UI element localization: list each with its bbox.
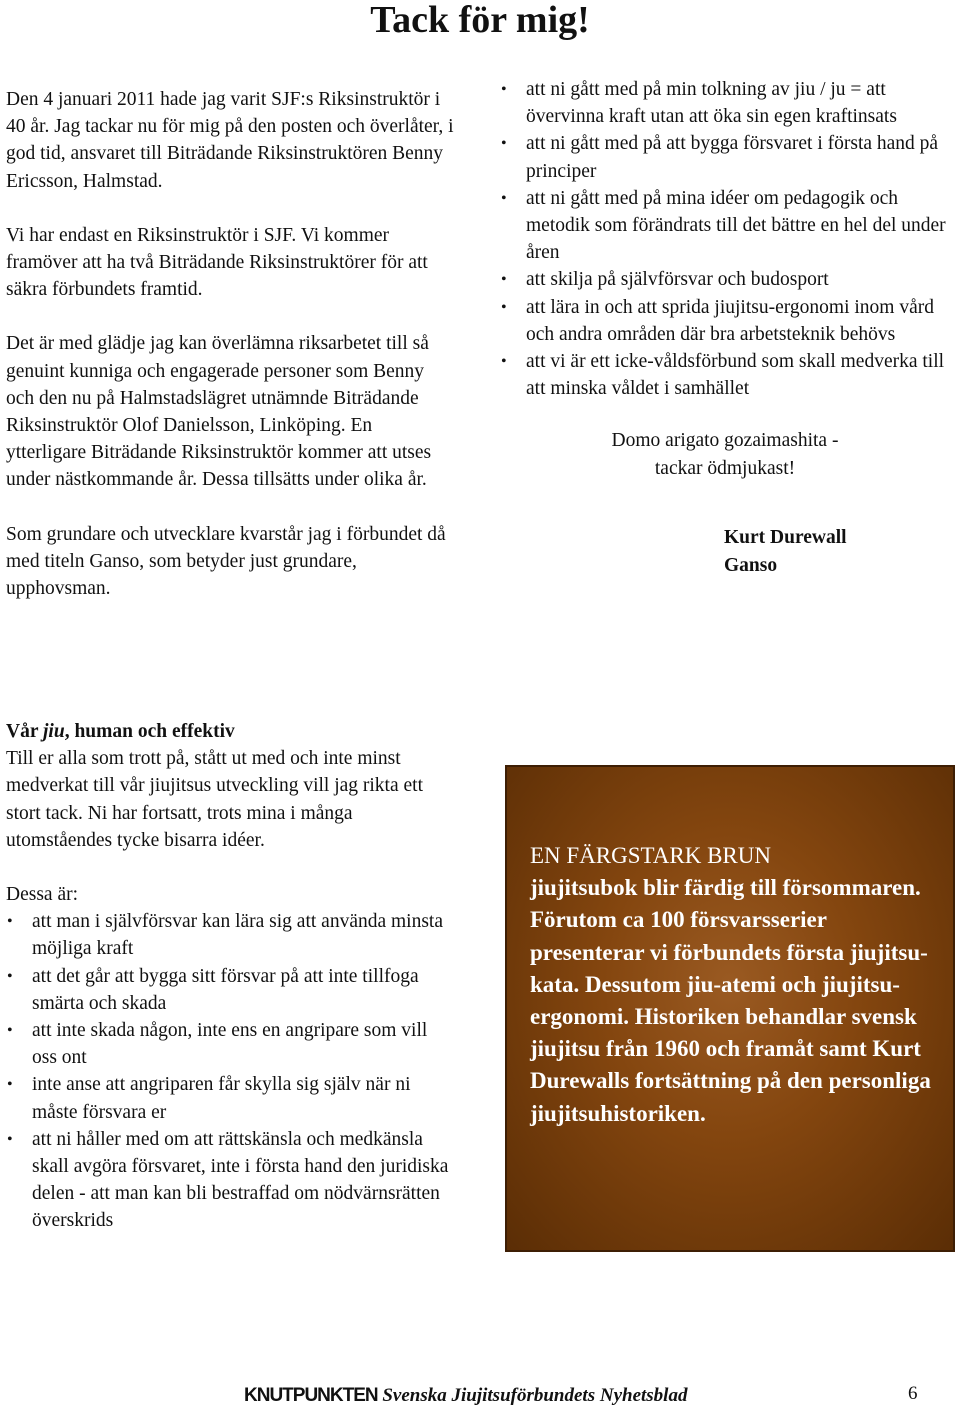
footer bbox=[244, 1384, 944, 1408]
promo-body: jiujitsubok blir färdig till försommaren. Förutom ca 100 försvarsserier presenterar vi förbundets första jiujitsu-kata. Dessutom jiu-atemi och jiujitsu-ergonomi. Historiken behandlar svensk jiujitsu från 1960 och framåt samt Kurt Durewalls fortsättning på den personliga jiujitsuhistoriken. bbox=[530, 875, 931, 1126]
signature bbox=[724, 524, 955, 580]
list-item: • att det går att bygga sitt försvar på att inte tillfoga smärta och skada bbox=[6, 963, 456, 1017]
list-item: • att ni gått med på mina idéer om pedagogik och metodik som förändrats till det bättre en hel del under åren bbox=[500, 185, 955, 267]
promo-first-line: EN FÄRGSTARK BRUN bbox=[530, 843, 771, 868]
thanks-line-1: Domo arigato gozaimashita - bbox=[611, 430, 839, 452]
left-column bbox=[6, 86, 456, 629]
paragraph-ganso: Som grundare och utvecklare kvarstår jag i förbundet då med titeln Ganso, som betyder just grundare, upphovsman. bbox=[6, 523, 446, 600]
principles-list bbox=[6, 908, 456, 1234]
list-item: • att skilja på självförsvar och budosport bbox=[500, 266, 955, 293]
section-jiu-human bbox=[6, 718, 456, 1235]
list-item: • inte anse att angriparen får skylla sig själv när ni måste försvara er bbox=[6, 1071, 456, 1125]
list-item: • att ni gått med på min tolkning av jiu / ju = att övervinna kraft utan att öka sin egen kraftinsats bbox=[500, 76, 955, 130]
list-item: • att man i självförsvar kan lära sig att använda minsta möjliga kraft bbox=[6, 908, 456, 962]
paragraph-handover: Det är med glädje jag kan överlämna riksarbetet till så genuint kunniga och engagerade personer som Benny och den nu på Halmstadslägret utnämnde Biträdande Riksinstruktör Olof Danielsson, Linköping. En ytterligare Biträdande Riksinstruktör kommer att utses under nästkommande år. Dessa tillsätts under olika år. bbox=[6, 333, 432, 491]
list-item: • att vi är ett icke-våldsförbund som skall medverka till att minska våldet i samhället bbox=[500, 348, 955, 402]
page-title: Tack för mig! bbox=[370, 0, 590, 41]
list-item: • att ni håller med om att rättskänsla och medkänsla skall avgöra försvaret, inte i första hand den juridiska delen - att man kan bli bestraffad om nödvärnsrätten överskrids bbox=[6, 1126, 456, 1235]
heading-jiu: jiu bbox=[43, 721, 65, 742]
promo-text bbox=[530, 840, 935, 1130]
section-intro: Till er alla som trott på, stått ut med och inte minst medverkat till vår jiujitsus utveckling vill jag rikta ett stort tack. Ni har fortsatt, trots mina i många utomståendes tycke bisarra idéer. bbox=[6, 748, 423, 851]
list-title: Dessa är: bbox=[6, 884, 79, 906]
thanks-line-2: tackar ödmjukast! bbox=[654, 457, 796, 479]
list-item: • att ni gått med på att bygga försvaret i första hand på principer bbox=[500, 130, 955, 184]
section-heading bbox=[6, 718, 456, 745]
list-item: • att lära in och att sprida jiujitsu-ergonomi inom vård och andra områden där bra arbetsteknik behövs bbox=[500, 294, 955, 348]
heading-suffix: , human och effektiv bbox=[64, 721, 235, 742]
book-promo-box bbox=[505, 765, 955, 1252]
right-column bbox=[500, 76, 955, 580]
signature-name: Kurt Durewall bbox=[724, 526, 847, 548]
thanks-note bbox=[500, 427, 950, 481]
paragraph-riksinstruktor: Vi har endast en Riksinstruktör i SJF. Vi kommer framöver att ha två Biträdande Riksinstruktörer för att säkra förbundets framtid. bbox=[6, 224, 428, 301]
heading-prefix: Vår bbox=[6, 721, 44, 742]
signature-title: Ganso bbox=[724, 554, 778, 576]
footer-brand: KNUTPUNKTEN bbox=[244, 1385, 378, 1406]
principles-list-continued bbox=[500, 76, 955, 402]
list-item: • att inte skada någon, inte ens en angripare som vill oss ont bbox=[6, 1017, 456, 1071]
page-number: 6 bbox=[908, 1383, 918, 1404]
paragraph-intro: Den 4 januari 2011 hade jag varit SJF:s Riksinstruktör i 40 år. Jag tackar nu för mig på den posten och överlåter, i god tid, ansvaret till Biträdande Riksinstruktören Benny Ericsson, Halmstad. bbox=[6, 89, 454, 192]
footer-subtitle: Svenska Jiujitsuförbundets Nyhetsblad bbox=[382, 1385, 688, 1406]
